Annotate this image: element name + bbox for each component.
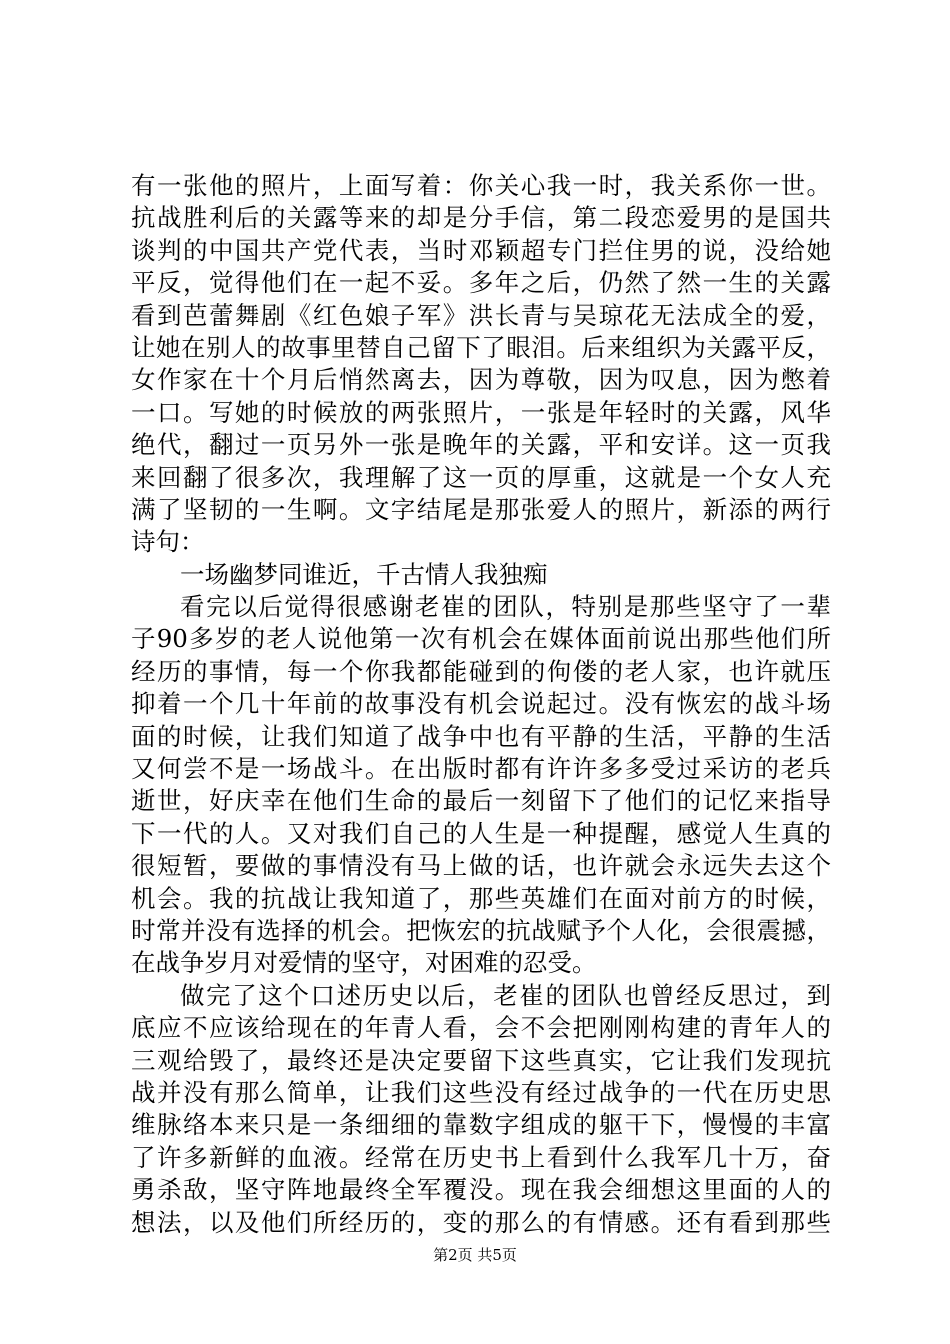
text-line: 平反，觉得他们在一起不妥。多年之后，仍然了然一生的关露 bbox=[131, 268, 831, 298]
text-line: 来回翻了很多次，我理解了这一页的厚重，这就是一个女人充 bbox=[131, 462, 831, 492]
text-line: 了许多新鲜的血液。经常在历史书上看到什么我军几十万，奋 bbox=[131, 1142, 831, 1172]
body-text bbox=[131, 170, 831, 1239]
text-line: 有一张他的照片，上面写着：你关心我一时，我关系你一世。 bbox=[131, 171, 831, 200]
text-line: 底应不应该给现在的年青人看，会不会把刚刚构建的青年人的 bbox=[131, 1013, 831, 1043]
text-line: 又何尝不是一场战斗。在出版时都有许许多多受过采访的老兵 bbox=[131, 754, 831, 784]
text-line: 逝世，好庆幸在他们生命的最后一刻留下了他们的记忆来指导 bbox=[131, 786, 831, 816]
page-footer: 第2页 共5页 bbox=[433, 1246, 517, 1264]
text-line: 很短暂，要做的事情没有马上做的话，也许就会永远失去这个 bbox=[131, 851, 831, 881]
text-line: 让她在别人的故事里替自己留下了眼泪。后来组织为关露平反， bbox=[131, 332, 831, 362]
text-line: 下一代的人。又对我们自己的人生是一种提醒，感觉人生真的 bbox=[131, 818, 831, 848]
text-line: 维脉络本来只是一条细细的靠数字组成的躯干下，慢慢的丰富 bbox=[131, 1110, 831, 1140]
text-line: 抑着一个几十年前的故事没有机会说起过。没有恢宏的战斗场 bbox=[131, 689, 831, 719]
text-line: 一口。写她的时候放的两张照片，一张是年轻时的关露，风华 bbox=[131, 397, 831, 427]
text-line: 勇杀敌，坚守阵地最终全军覆没。现在我会细想这里面的人的 bbox=[131, 1175, 831, 1205]
text-line: 战并没有那么简单，让我们这些没有经过战争的一代在历史思 bbox=[131, 1077, 831, 1107]
text-line: 子90多岁的老人说他第一次有机会在媒体面前说出那些他们所 bbox=[131, 624, 831, 654]
text-line: 做完了这个口述历史以后，老崔的团队也曾经反思过，到 bbox=[180, 980, 831, 1010]
text-line: 一场幽梦同谁近，千古情人我独痴 bbox=[180, 559, 548, 589]
text-line: 看到芭蕾舞剧《红色娘子军》洪长青与吴琼花无法成全的爱， bbox=[131, 300, 831, 330]
text-line: 绝代，翻过一页另外一张是晚年的关露，平和安详。这一页我 bbox=[131, 430, 831, 460]
text-line: 谈判的中国共产党代表，当时邓颖超专门拦住男的说，没给她 bbox=[131, 235, 831, 265]
text-line: 时常并没有选择的机会。把恢宏的抗战赋予个人化，会很震撼， bbox=[131, 915, 831, 945]
text-line: 满了坚韧的一生啊。文字结尾是那张爱人的照片，新添的两行 bbox=[131, 494, 831, 524]
text-line: 经历的事情，每一个你我都能碰到的佝偻的老人家，也许就压 bbox=[131, 656, 831, 686]
text-line: 想法，以及他们所经历的，变的那么的有情感。还有看到那些 bbox=[131, 1207, 831, 1237]
text-line: 诗句： bbox=[131, 527, 205, 557]
text-line: 抗战胜利后的关露等来的却是分手信，第二段恋爱男的是国共 bbox=[131, 203, 831, 233]
text-line: 面的时候，让我们知道了战争中也有平静的生活，平静的生活 bbox=[131, 721, 831, 751]
text-line: 看完以后觉得很感谢老崔的团队，特别是那些坚守了一辈 bbox=[180, 592, 831, 622]
text-line: 在战争岁月对爱情的坚守，对困难的忍受。 bbox=[131, 948, 597, 978]
text-line: 三观给毁了，最终还是决定要留下这些真实，它让我们发现抗 bbox=[131, 1045, 831, 1075]
text-line: 机会。我的抗战让我知道了，那些英雄们在面对前方的时候， bbox=[131, 883, 831, 913]
text-line: 女作家在十个月后悄然离去，因为尊敬，因为叹息，因为憋着 bbox=[131, 365, 831, 395]
